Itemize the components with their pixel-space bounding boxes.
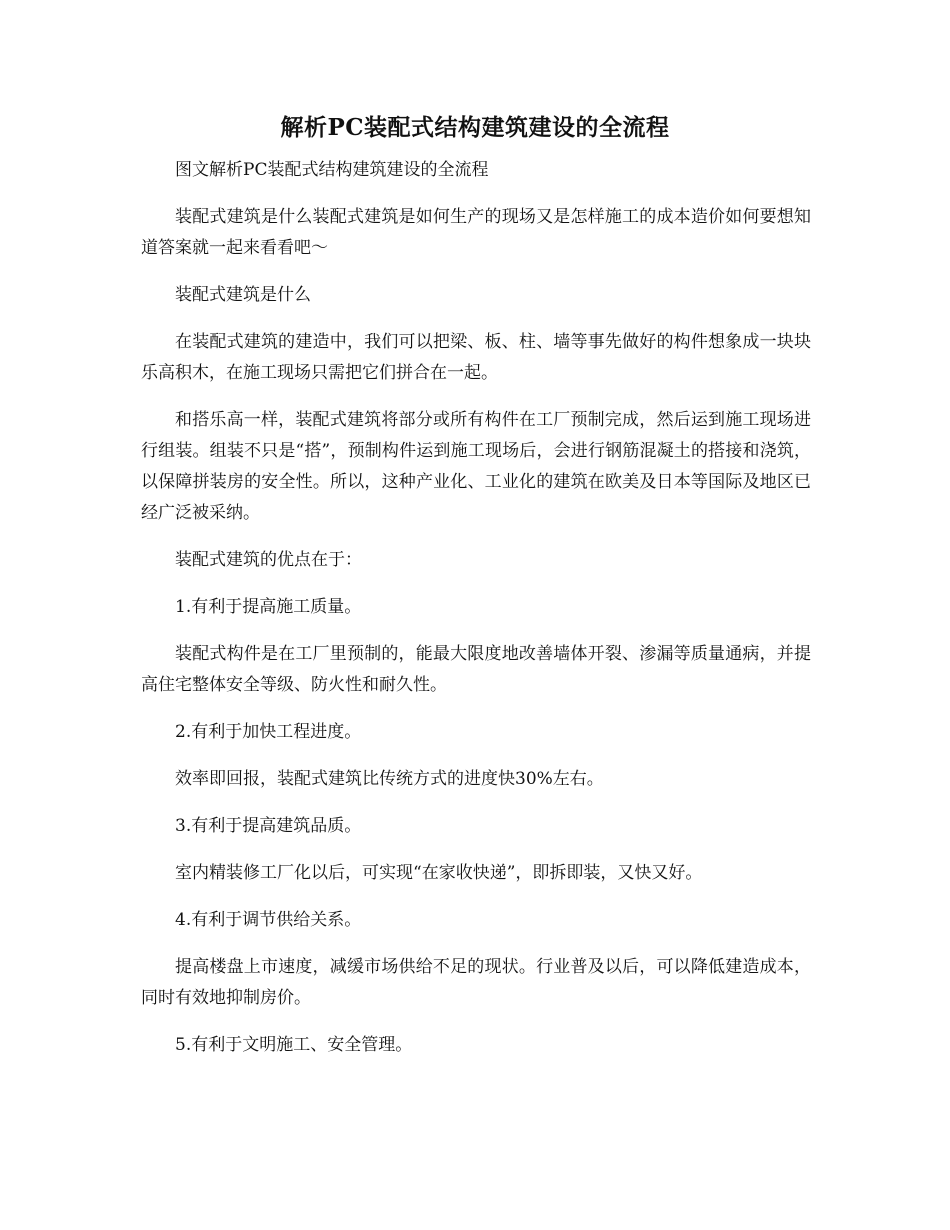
paragraph-lego-analogy: 在装配式建筑的建造中，我们可以把梁、板、柱、墙等事先做好的构件想象成一块块乐高积木，在施工现场只需把它们拼合在一起。 [141, 332, 811, 383]
list-item-quality-building: 3.有利于提高建筑品质。 [175, 816, 362, 836]
paragraph-intro: 装配式建筑是什么装配式建筑是如何生产的现场又是怎样施工的成本造价如何要想知道答案就一起来看看吧～ [141, 207, 811, 258]
paragraph-quality-detail: 装配式构件是在工厂里预制的，能最大限度地改善墙体开裂、渗漏等质量通病，并提高住宅整体安全等级、防火性和耐久性。 [141, 644, 811, 695]
paragraph-decoration-detail: 室内精装修工厂化以后，可实现“在家收快递”，即拆即装，又快又好。 [175, 863, 703, 883]
document-body [141, 155, 811, 1077]
paragraph-supply-detail: 提高楼盘上市速度，减缓市场供给不足的现状。行业普及以后，可以降低建造成本，同时有效地抑制房价。 [141, 957, 811, 1008]
paragraph-subtitle: 图文解析PC装配式结构建筑建设的全流程 [175, 160, 489, 180]
list-item-quality: 1.有利于提高施工质量。 [175, 597, 362, 617]
page-title: 解析PC装配式结构建筑建设的全流程 [280, 114, 670, 141]
paragraph-speed-detail: 效率即回报，装配式建筑比传统方式的进度快30%左右。 [175, 769, 604, 789]
paragraph-advantages-heading: 装配式建筑的优点在于： [175, 550, 362, 570]
list-item-speed: 2.有利于加快工程进度。 [175, 722, 362, 742]
paragraph-assembly: 和搭乐高一样，装配式建筑将部分或所有构件在工厂预制完成，然后运到施工现场进行组装。组装不只是“搭”，预制构件运到施工现场后，会进行钢筋混凝土的搭接和浇筑，以保障拼装房的安全性。所以，这种产业化、工业化的建筑在欧美及日本等国际及地区已经广泛被采纳。 [141, 410, 811, 523]
list-item-safety: 5.有利于文明施工、安全管理。 [175, 1035, 413, 1055]
list-item-supply: 4.有利于调节供给关系。 [175, 910, 362, 930]
paragraph-section-heading: 装配式建筑是什么 [175, 285, 311, 305]
